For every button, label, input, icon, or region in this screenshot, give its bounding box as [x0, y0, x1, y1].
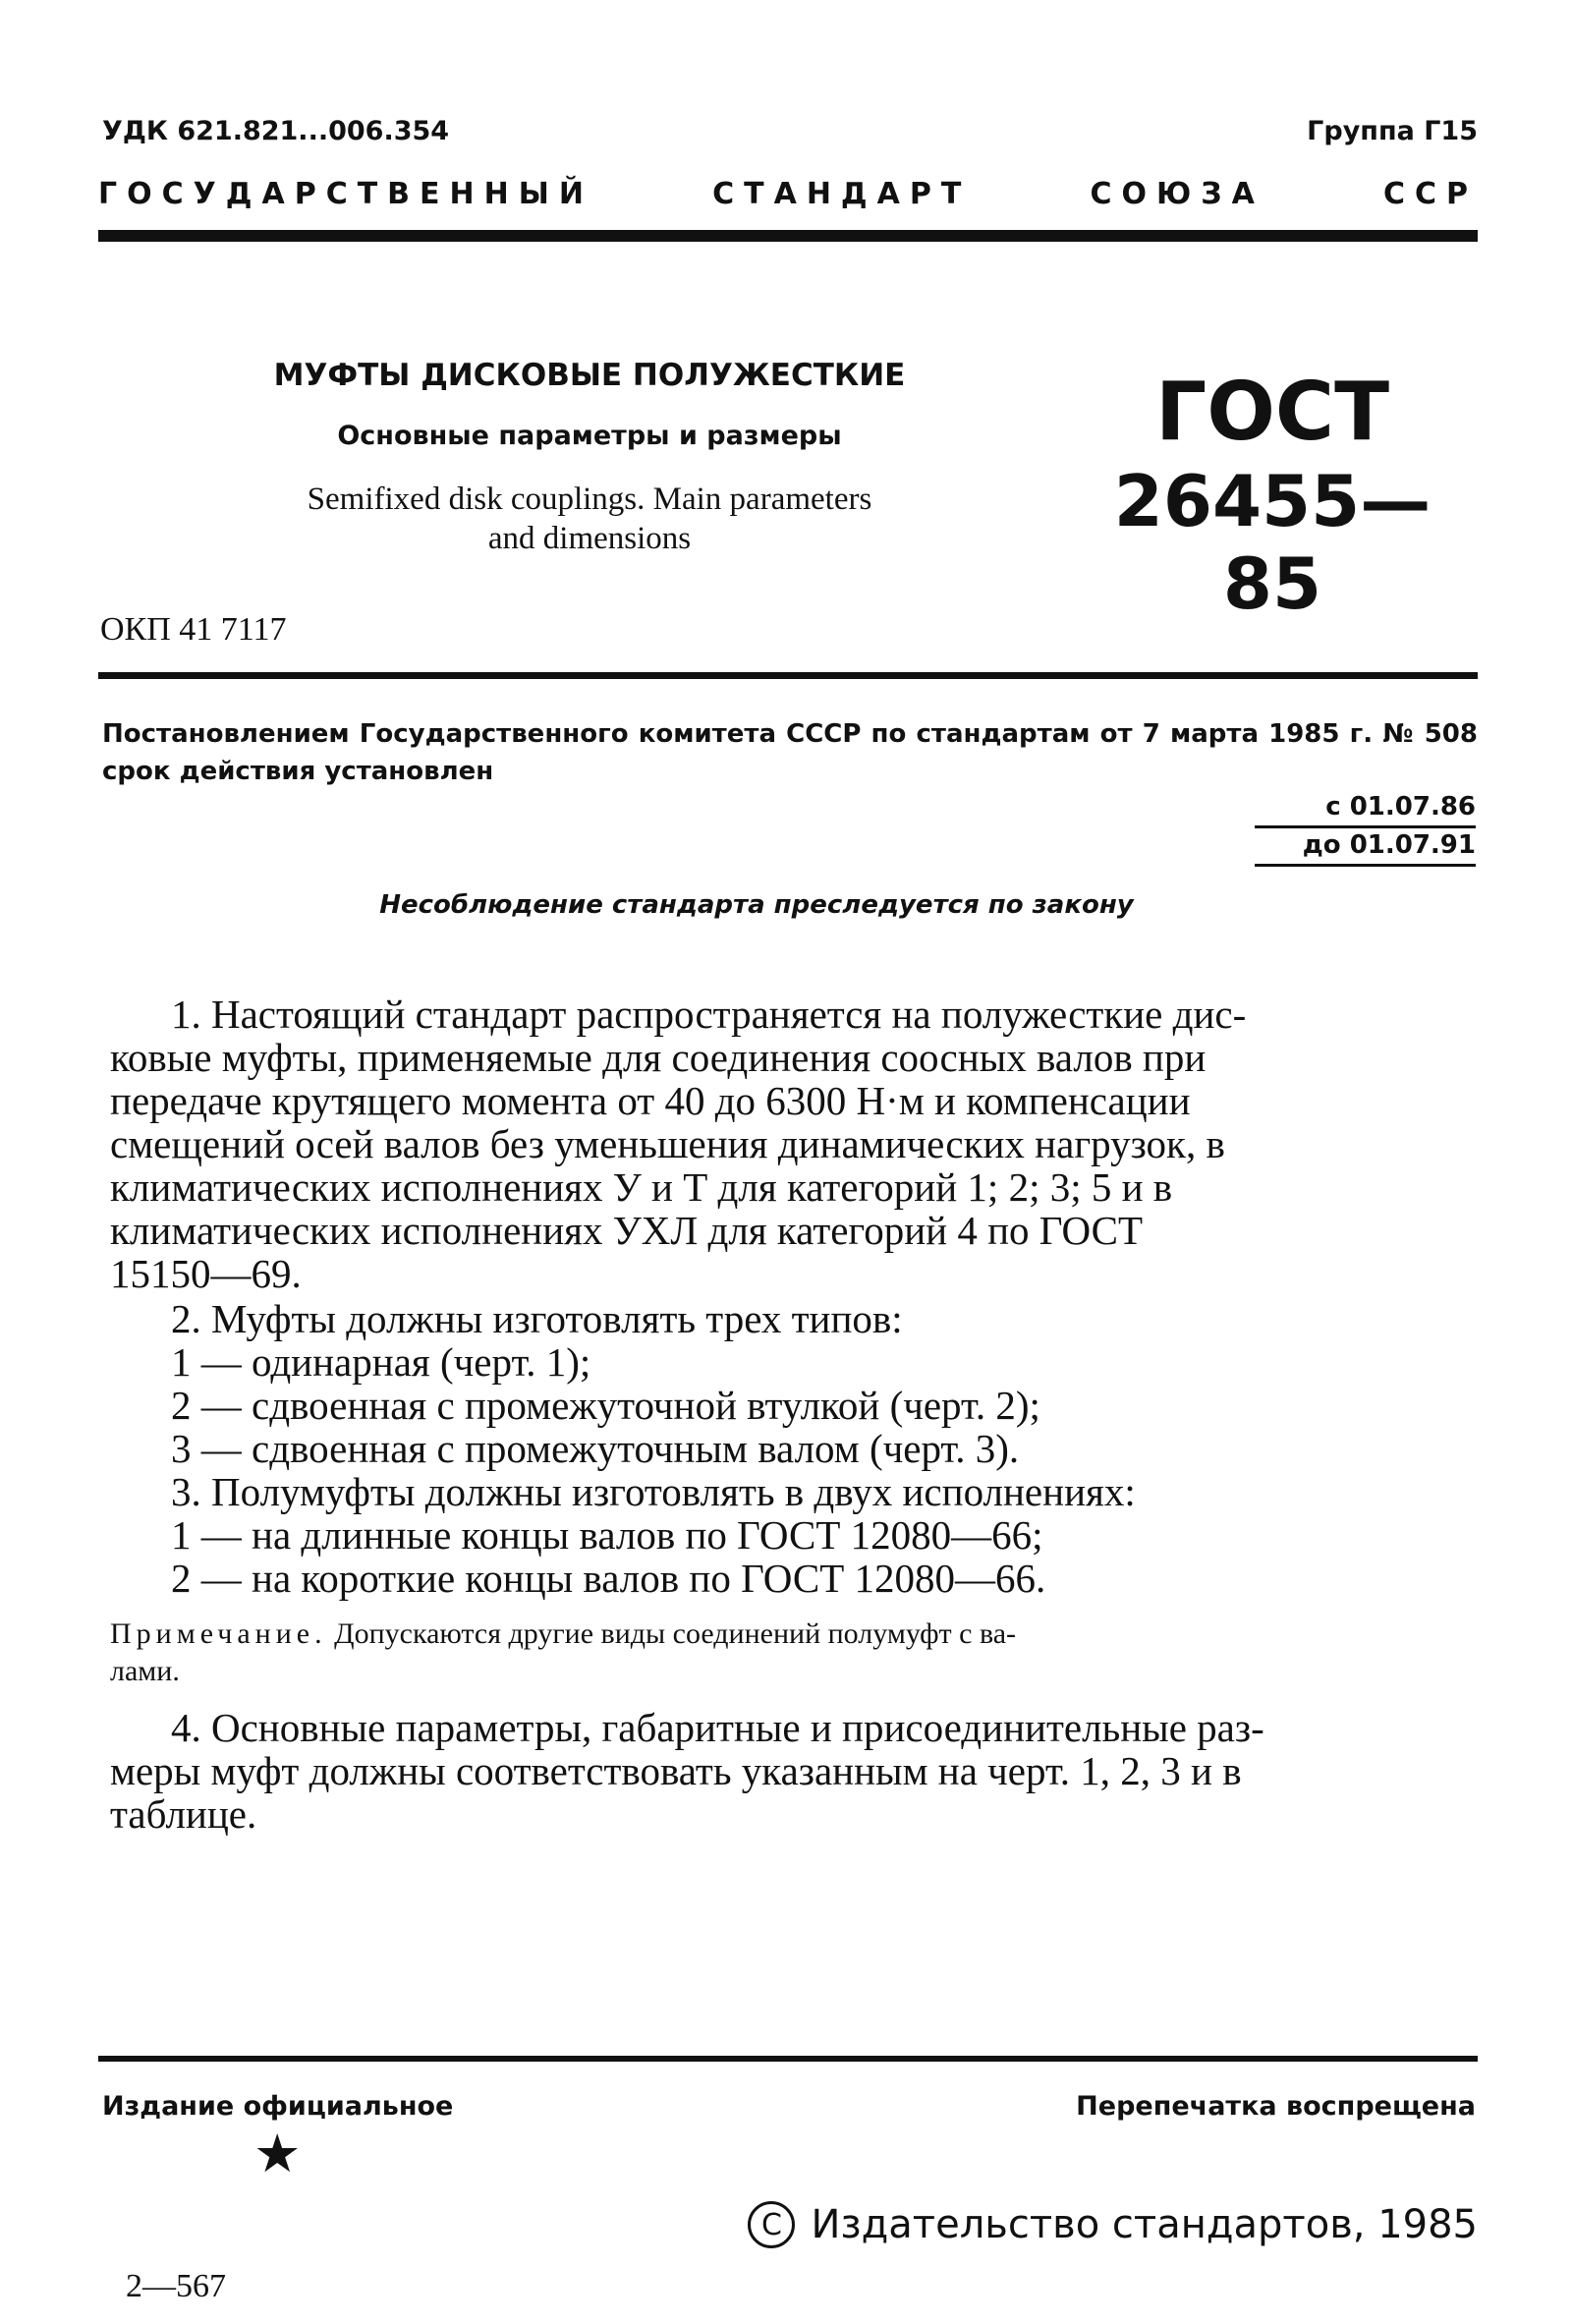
- text-line: ковые муфты, применяемые для соединения соосных валов при: [110, 1035, 1207, 1080]
- text-line: смещений осей валов без уменьшения динамических нагрузок, в: [110, 1121, 1225, 1166]
- note-text: Допускаются другие виды соединений полумуфт с ва-: [334, 1617, 1017, 1650]
- text-line: климатических исполнениях УХЛ для категорий 4 по ГОСТ: [110, 1208, 1143, 1253]
- date-to: до 01.07.91: [1255, 828, 1476, 867]
- validity-dates: [1255, 790, 1476, 867]
- document-title: МУФТЫ ДИСКОВЫЕ ПОЛУЖЕСТКИЕ: [273, 358, 906, 393]
- udk-code: УДК 621.821...006.354: [102, 116, 450, 146]
- footer-rule: [98, 2056, 1478, 2062]
- date-from: с 01.07.86: [1255, 790, 1476, 828]
- list-item: 2 — на короткие концы валов по ГОСТ 12080—66.: [171, 1556, 1046, 1601]
- text-line: климатических исполнениях У и Т для категорий 1; 2; 3; 5 и в: [110, 1164, 1173, 1210]
- document-subtitle: Основные параметры и размеры: [337, 421, 842, 451]
- legal-warning: Несоблюдение стандарта преследуется по закону: [379, 890, 1134, 920]
- text-line: 2. Муфты должны изготовлять трех типов:: [171, 1296, 903, 1341]
- text-line: таблице.: [110, 1791, 257, 1837]
- list-item: 3 — сдвоенная с промежуточным валом (черт. 3).: [171, 1426, 1020, 1471]
- banner-word: СОЮЗА: [1090, 177, 1264, 211]
- english-title-line: Semifixed disk couplings. Main parameters: [307, 482, 872, 517]
- note: [110, 1615, 1474, 1690]
- publisher-line: [748, 2201, 1478, 2248]
- text-line: 3. Полумуфты должны изготовлять в двух исполнениях:: [171, 1469, 1136, 1514]
- gost-number: 26455—85: [1113, 460, 1432, 625]
- publisher-name: Издательство стандартов, 1985: [811, 2202, 1478, 2247]
- note-text: лами.: [110, 1655, 180, 1687]
- group-code: Группа Г15: [1307, 116, 1478, 146]
- paragraphs-2-3: [110, 1297, 1474, 1600]
- text-line: передаче крутящего момента от 40 до 6300 Н·м и компенсации: [110, 1078, 1191, 1123]
- list-item: 1 — одинарная (черт. 1);: [171, 1339, 591, 1385]
- english-title-line: and dimensions: [487, 521, 692, 556]
- gost-label: ГОСТ: [1154, 366, 1390, 459]
- banner-word: ГОСУДАРСТВЕННЫЙ: [98, 177, 593, 211]
- copyright-icon: C: [748, 2201, 795, 2248]
- list-item: 1 — на длинные концы валов по ГОСТ 12080—66;: [171, 1512, 1043, 1558]
- text-line: 15150—69.: [110, 1251, 302, 1296]
- banner-word: ССР: [1382, 177, 1478, 211]
- okp-code: ОКП 41 7117: [100, 611, 287, 648]
- paragraph-4: [110, 1706, 1474, 1836]
- header-rule: [98, 230, 1478, 242]
- note-label: Примечание.: [110, 1617, 327, 1650]
- decree-text: Постановлением Государственного комитета СССР по стандартам от 7 марта 1985 г. № 508 срок действия установлен: [102, 719, 1478, 786]
- section-rule: [98, 672, 1478, 679]
- star-icon: ★: [253, 2123, 302, 2184]
- list-item: 2 — сдвоенная с промежуточной втулкой (черт. 2);: [171, 1383, 1040, 1428]
- state-standard-banner: [98, 177, 1478, 211]
- english-title: [196, 480, 982, 558]
- official-edition: Издание официальное: [102, 2091, 454, 2122]
- text-line: меры муфт должны соответствовать указанным на черт. 1, 2, 3 и в: [110, 1748, 1242, 1793]
- paragraph-1: [110, 992, 1474, 1295]
- page-reference: 2—567: [126, 2268, 226, 2304]
- text-line: 1. Настоящий стандарт распространяется на полужесткие дис-: [171, 992, 1247, 1037]
- banner-word: СТАНДАРТ: [712, 177, 972, 211]
- text-line: 4. Основные параметры, габаритные и присоединительные раз-: [171, 1705, 1264, 1750]
- reprint-prohibited: Перепечатка воспрещена: [1076, 2091, 1476, 2122]
